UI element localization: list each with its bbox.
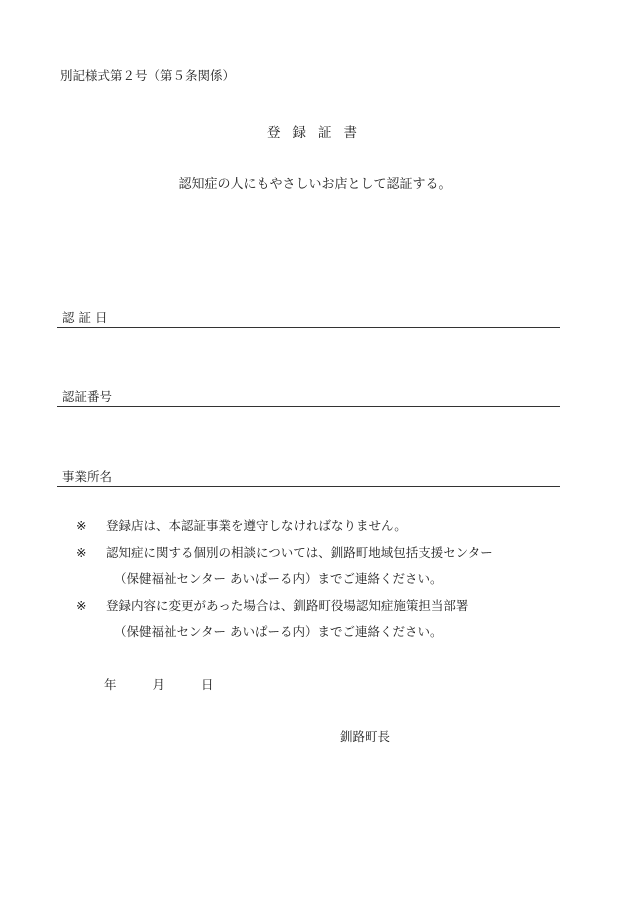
business-name-label: 事業所名	[62, 469, 113, 484]
day-label: 日	[201, 677, 214, 692]
form-number: 別記様式第２号（第５条関係）	[60, 68, 236, 83]
note-mark: ※	[76, 597, 87, 613]
year-label: 年	[104, 677, 117, 692]
cert-date-field	[57, 309, 560, 328]
note-text: 登録内容に変更があった場合は、釧路町役場認知症施策担当部署	[106, 597, 469, 613]
cert-number-field	[57, 388, 560, 407]
cert-number-label: 認証番号	[62, 389, 113, 404]
note-text: 認知症に関する個別の相談については、釧路町地域包括支援センター	[106, 544, 493, 560]
note-3	[76, 593, 493, 620]
note-2	[76, 540, 493, 567]
document-subtitle: 認知症の人にもやさしいお店として認証する。	[178, 177, 452, 192]
note-text: 登録店は、本認証事業を遵守しなければなりません。	[106, 518, 407, 533]
signer-title: 釧路町長	[340, 729, 391, 744]
cert-date-label: 認 証 日	[62, 310, 108, 325]
business-name-field	[57, 468, 560, 487]
issue-date	[104, 675, 246, 693]
notes-section	[76, 513, 493, 646]
note-1	[76, 513, 493, 540]
month-label: 月	[152, 677, 166, 692]
note-text: （保健福祉センター あいぱーる内）までご連絡ください。	[114, 624, 443, 639]
note-2-continued	[76, 566, 493, 593]
document-title: 登録証書	[267, 125, 369, 141]
note-3-continued	[76, 619, 493, 646]
note-text: （保健福祉センター あいぱーる内）までご連絡ください。	[114, 571, 443, 586]
note-mark: ※	[76, 544, 87, 560]
note-mark: ※	[76, 518, 87, 533]
